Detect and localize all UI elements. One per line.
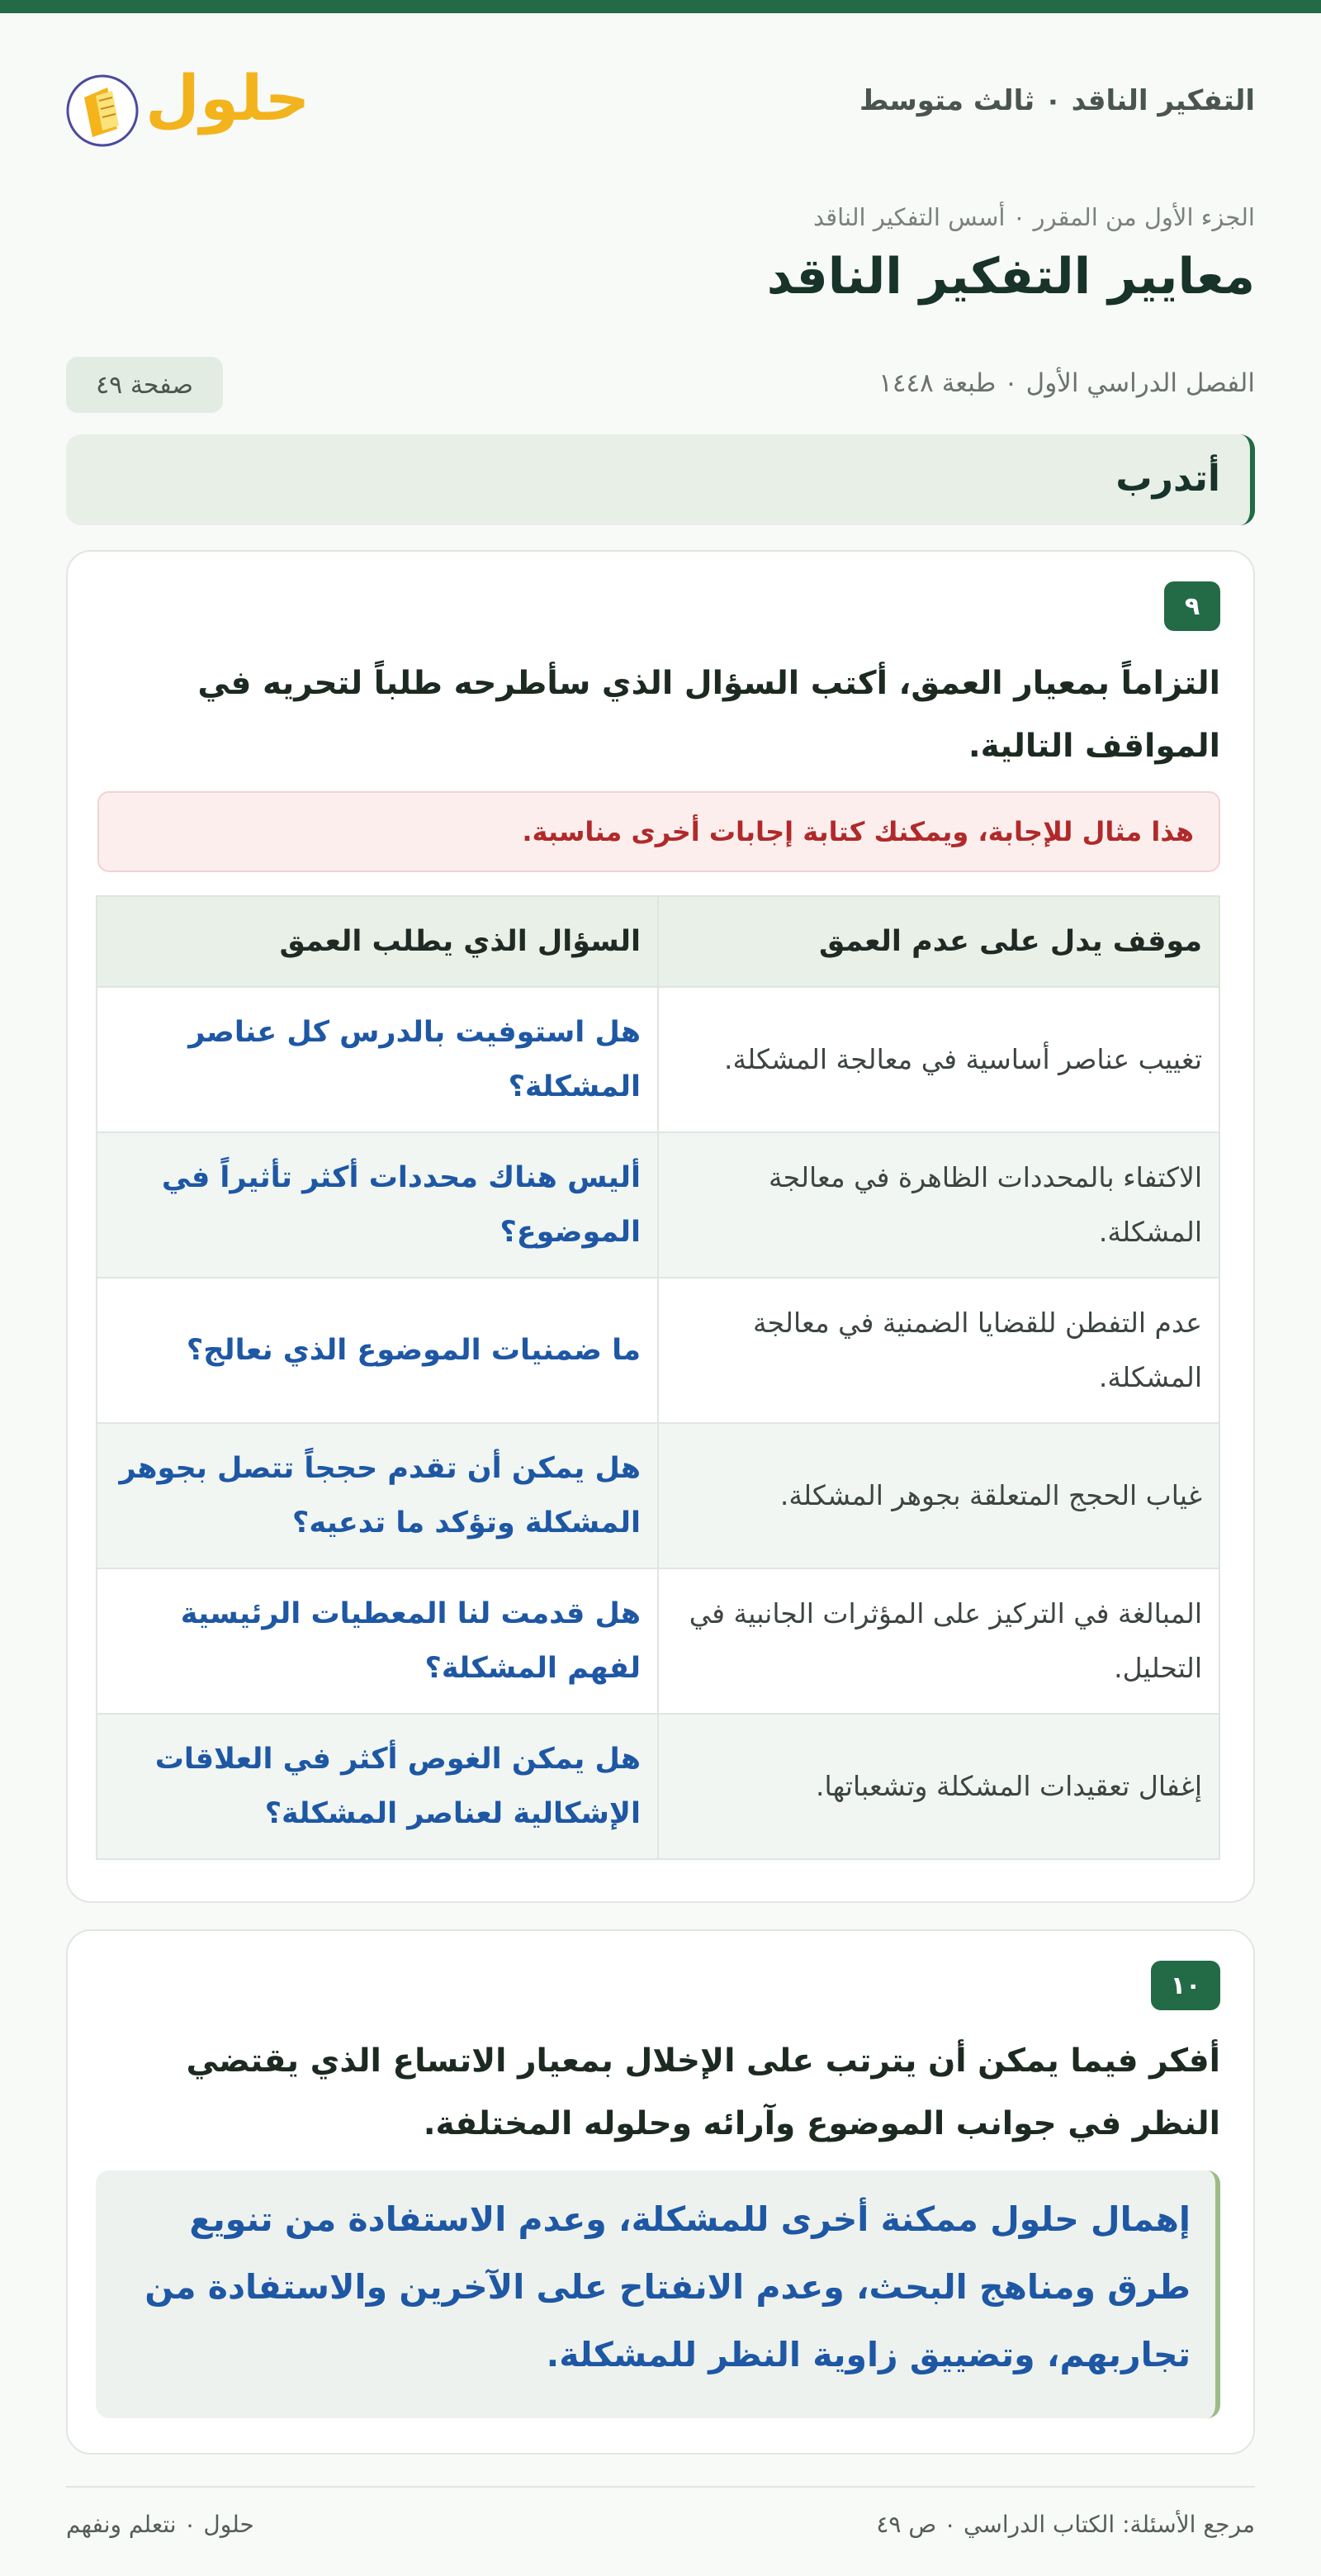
edition-info: الفصل الدراسي الأول ٠ طبعة ١٤٤٨ — [878, 368, 1255, 398]
depth-table — [96, 895, 1220, 1860]
table-row — [97, 987, 1219, 1132]
table-row — [97, 1714, 1219, 1859]
question-number-badge: ٩ — [1164, 581, 1220, 631]
question-text: التزاماً بمعيار العمق، أكتب السؤال الذي سأطرحه طلباً لتحريه في المواقف التالية. — [197, 665, 1220, 765]
column-header-question: السؤال الذي يطلب العمق — [97, 896, 658, 987]
logo-text: حلول — [145, 61, 310, 135]
footer-reference: مرجع الأسئلة: الكتاب الدراسي ٠ ص ٤٩ — [876, 2511, 1255, 2538]
page-title: معايير التفكير الناقد — [766, 248, 1255, 306]
table-row — [97, 1568, 1219, 1714]
section-label: أتدرب — [1115, 458, 1220, 500]
answer-cell: أليس هناك محددات أكثر تأثيراً في الموضوع؟ — [97, 1132, 658, 1278]
course-title: التفكير الناقد ٠ ثالث متوسط — [859, 84, 1255, 117]
page-content — [66, 13, 1255, 2538]
answer-cell: هل قدمت لنا المعطيات الرئيسية لفهم المشكلة؟ — [97, 1568, 658, 1714]
situation-cell: تغييب عناصر أساسية في معالجة المشكلة. — [658, 987, 1219, 1132]
answer-cell: هل يمكن أن تقدم حججاً تتصل بجوهر المشكلة وتؤكد ما تدعيه؟ — [97, 1423, 658, 1568]
table-header-row — [97, 896, 1219, 987]
question-number-badge: ١٠ — [1151, 1961, 1220, 2010]
top-accent-bar — [0, 0, 1321, 13]
page-footer — [66, 2486, 1255, 2545]
answer-cell: هل استوفيت بالدرس كل عناصر المشكلة؟ — [97, 987, 658, 1132]
hulul-logo[interactable] — [66, 55, 310, 162]
situation-cell: عدم التفطن للقضايا الضمنية في معالجة المشكلة. — [658, 1278, 1219, 1423]
situation-cell: غياب الحجج المتعلقة بجوهر المشكلة. — [658, 1423, 1219, 1568]
answer-box: إهمال حلول ممكنة أخرى للمشكلة، وعدم الاستفادة من تنويع طرق ومناهج البحث، وعدم الانفتاح على الآخرين والاستفادة من تجاربهم، وتضييق زاوية النظر للمشكلة. — [96, 2170, 1220, 2418]
table-row — [97, 1423, 1219, 1568]
question-card-10 — [66, 1929, 1255, 2455]
situation-cell: المبالغة في التركيز على المؤثرات الجانبية في التحليل. — [658, 1568, 1219, 1714]
column-header-situation: موقف يدل على عدم العمق — [658, 896, 1219, 987]
question-text: أفكر فيما يمكن أن يترتب على الإخلال بمعيار الاتساع الذي يقتضي النظر في جوانب الموضوع وآرائه وحلوله المختلفة. — [186, 2042, 1220, 2142]
question-card-9 — [66, 550, 1255, 1903]
answer-cell: هل يمكن الغوص أكثر في العلاقات الإشكالية لعناصر المشكلة؟ — [97, 1714, 658, 1859]
page-number-badge: صفحة ٤٩ — [66, 357, 223, 413]
table-row — [97, 1132, 1219, 1278]
table-row — [97, 1278, 1219, 1423]
situation-cell: الاكتفاء بالمحددات الظاهرة في معالجة المشكلة. — [658, 1132, 1219, 1278]
unit-kicker: الجزء الأول من المقرر ٠ أسس التفكير الناقد — [813, 203, 1255, 231]
answer-note: هذا مثال للإجابة، ويمكنك كتابة إجابات أخرى مناسبة. — [97, 791, 1220, 872]
page-header — [66, 13, 1255, 195]
situation-cell: إغفال تعقيدات المشكلة وتشعباتها. — [658, 1714, 1219, 1859]
section-banner — [66, 434, 1255, 525]
answer-cell: ما ضمنيات الموضوع الذي نعالج؟ — [97, 1278, 658, 1423]
footer-brand: حلول ٠ نتعلم ونفهم — [66, 2511, 254, 2538]
